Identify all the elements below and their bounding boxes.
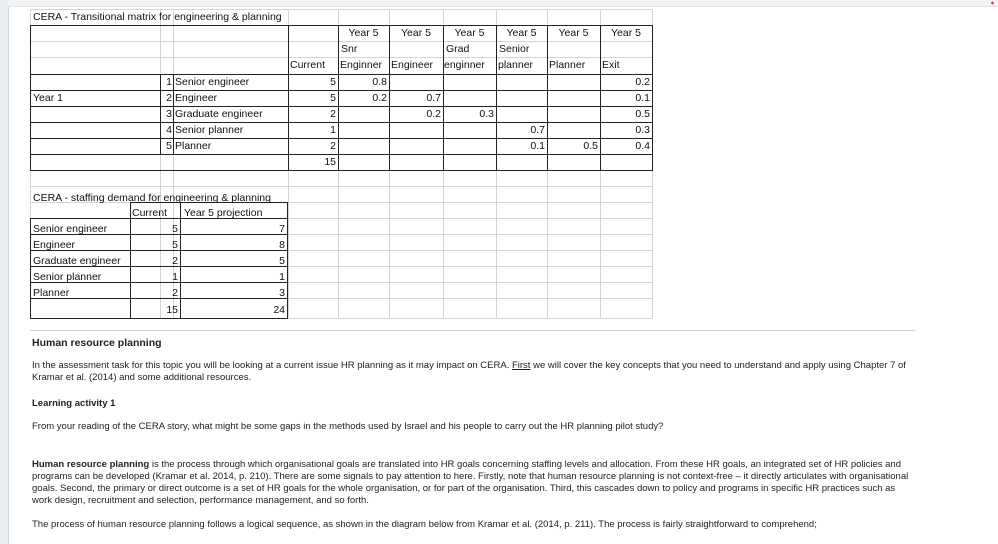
- header-current: Current: [290, 59, 326, 71]
- intro-first-link[interactable]: First: [511, 360, 531, 371]
- staffing-row-label: Senior planner: [33, 271, 102, 283]
- staffing-total-current: 15: [166, 304, 178, 316]
- matrix-row-current: 2: [330, 140, 336, 152]
- matrix-row-current: 5: [330, 92, 336, 104]
- matrix-cell: 0.1: [530, 140, 545, 152]
- matrix-cell: 0.7: [530, 124, 545, 136]
- staffing-row-label: Engineer: [33, 239, 76, 251]
- matrix-cell: 0.2: [372, 92, 387, 104]
- header-col1-l3: Enginner: [340, 59, 383, 71]
- process-paragraph: The process of human resource planning follows a logical sequence, as shown in the diagram below from Kramar et al. (2014, p. 211). The process is fairly straightforward to comprehend;: [32, 519, 817, 530]
- staffing-row-label: Planner: [33, 287, 70, 299]
- matrix-row-current: 1: [330, 124, 336, 136]
- matrix-row-num: 2: [166, 92, 172, 104]
- intro-text-rest: we will cover the key concepts that you need to understand and apply using Chapter 7 of Kramar et al. (2014) and some additional resources.: [32, 360, 906, 383]
- staffing-row-current: 5: [172, 223, 178, 235]
- matrix-cell: 0.2: [635, 76, 650, 88]
- staffing-row-projection: 7: [279, 223, 285, 235]
- top-toolbar-strip: [8, 0, 998, 7]
- left-scroll-strip: [0, 0, 9, 544]
- staffing-col-projection: Year 5 projection: [184, 207, 263, 219]
- staffing-row-projection: 8: [279, 239, 285, 251]
- matrix-row-num: 4: [166, 124, 172, 136]
- matrix-cell: 0.5: [583, 140, 598, 152]
- matrix-row-current: 5: [330, 76, 336, 88]
- staffing-row-current: 2: [172, 287, 178, 299]
- corner-mark: ◆: [990, 0, 994, 5]
- activity-text: From your reading of the CERA story, what might be some gaps in the methods used by Israel and his people to carry out the HR planning pilot study?: [32, 421, 664, 432]
- staffing-col-current: Current: [132, 207, 168, 219]
- staffing-total-projection: 24: [273, 304, 285, 316]
- header-col5-l1: Year 5: [558, 27, 589, 39]
- staffing-row-projection: 1: [279, 271, 285, 283]
- matrix-row-label: Senior planner: [175, 124, 244, 136]
- matrix-cell: 0.5: [635, 108, 650, 120]
- matrix-total: 15: [324, 156, 336, 168]
- intro-text: In the assessment task for this topic you will be looking at a current issue HR planning as it may impact on CERA.: [32, 360, 512, 371]
- header-col5-l3: Planner: [549, 59, 586, 71]
- staffing-row-current: 2: [172, 255, 178, 267]
- spreadsheet-image: [30, 9, 653, 319]
- header-col2-l3: Engineer: [391, 59, 434, 71]
- matrix-cell: 0.3: [479, 108, 494, 120]
- staffing-row-projection: 5: [279, 255, 285, 267]
- header-col6-l3: Exit: [602, 59, 620, 71]
- matrix-row-label: Senior engineer: [175, 76, 250, 88]
- section-heading: Human resource planning: [32, 337, 162, 349]
- matrix-row-label: Engineer: [175, 92, 218, 104]
- header-col3-l1: Year 5: [454, 27, 485, 39]
- matrix-cell: 0.8: [372, 76, 387, 88]
- staffing-title: CERA - staffing demand for engineering & planning: [33, 192, 271, 204]
- header-col1-l2: Snr: [341, 43, 358, 55]
- staffing-row-current: 5: [172, 239, 178, 251]
- matrix-row-label: Planner: [175, 140, 212, 152]
- intro-paragraph: [32, 360, 912, 384]
- matrix-title: CERA - Transitional matrix for engineering & planning: [33, 11, 282, 23]
- matrix-cell: 0.4: [635, 140, 650, 152]
- header-col4-l2: Senior: [499, 43, 530, 55]
- matrix-cell: 0.1: [635, 92, 650, 104]
- definition-text: is the process through which organisational goals are translated into HR goals concerning staffing levels and allocation. From these HR goals, an integrated set of HR policies and programs can be developed (Kramar et al. 2014, p. 210). There are some signals to pay attention to here. Firstly, note that human resource planning is not context-free – it directly articulates with organisational goals. Second, the primary or direct outcome is a set of HR goals for the whole organisation, or for part of the organisation. Third, this cascades down to policy and programs in specific HR practices such as work design, recruitment and selection, performance management, and so forth.: [32, 459, 909, 506]
- header-col6-l1: Year 5: [611, 27, 641, 39]
- matrix-row-label: Graduate engineer: [175, 108, 263, 120]
- header-col2-l1: Year 5: [401, 27, 431, 39]
- matrix-row-num: 5: [166, 140, 172, 152]
- staffing-row-label: Graduate engineer: [33, 255, 121, 267]
- section-divider: [30, 330, 915, 331]
- year-label: Year 1: [33, 92, 63, 104]
- definition-paragraph: [32, 459, 912, 507]
- header-col3-l2: Grad: [446, 43, 470, 55]
- matrix-row-num: 3: [166, 108, 172, 120]
- header-col3-l3: enginner: [444, 59, 485, 71]
- staffing-row-projection: 3: [279, 287, 285, 299]
- activity-heading: Learning activity 1: [32, 398, 116, 409]
- staffing-row-label: Senior engineer: [33, 223, 108, 235]
- definition-term: Human resource planning: [32, 459, 150, 470]
- matrix-row-current: 2: [330, 108, 336, 120]
- matrix-row-num: 1: [166, 76, 172, 88]
- staffing-row-current: 1: [172, 271, 178, 283]
- matrix-cell: 0.3: [635, 124, 650, 136]
- header-col4-l3: planner: [498, 59, 534, 71]
- header-col1-l1: Year 5: [348, 27, 379, 39]
- header-col4-l1: Year 5: [506, 27, 537, 39]
- matrix-cell: 0.2: [426, 108, 441, 120]
- matrix-cell: 0.7: [426, 92, 441, 104]
